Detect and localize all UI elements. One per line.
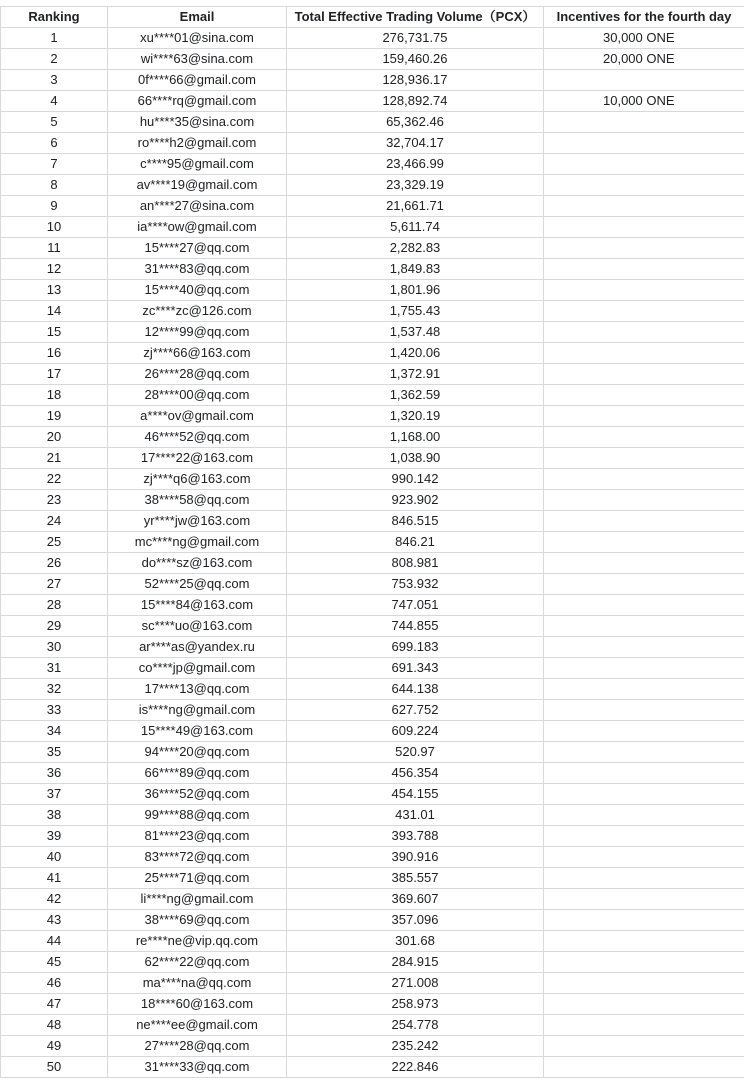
email-cell: 38****58@qq.com [108, 490, 287, 511]
rank-cell: 45 [1, 952, 108, 973]
email-cell: zc****zc@126.com [108, 301, 287, 322]
email-cell: 46****52@qq.com [108, 427, 287, 448]
email-cell: li****ng@gmail.com [108, 889, 287, 910]
incentive-cell [544, 427, 744, 448]
table-row [1, 469, 744, 490]
rank-cell: 22 [1, 469, 108, 490]
table-row [1, 847, 744, 868]
header-volume: Total Effective Trading Volume（PCX） [287, 7, 544, 28]
rank-cell: 34 [1, 721, 108, 742]
table-row [1, 217, 744, 238]
volume-cell: 627.752 [287, 700, 544, 721]
email-cell: 15****49@163.com [108, 721, 287, 742]
table-row [1, 595, 744, 616]
volume-cell: 846.515 [287, 511, 544, 532]
email-cell: ia****ow@gmail.com [108, 217, 287, 238]
table-row [1, 259, 744, 280]
volume-cell: 1,849.83 [287, 259, 544, 280]
rank-cell: 40 [1, 847, 108, 868]
table-row [1, 742, 744, 763]
volume-cell: 159,460.26 [287, 49, 544, 70]
email-cell: 18****60@163.com [108, 994, 287, 1015]
email-cell: mc****ng@gmail.com [108, 532, 287, 553]
volume-cell: 1,801.96 [287, 280, 544, 301]
email-cell: 17****22@163.com [108, 448, 287, 469]
rank-cell: 41 [1, 868, 108, 889]
volume-cell: 520.97 [287, 742, 544, 763]
rank-cell: 38 [1, 805, 108, 826]
table-row [1, 931, 744, 952]
rank-cell: 44 [1, 931, 108, 952]
table-row [1, 427, 744, 448]
table-row [1, 154, 744, 175]
rank-cell: 42 [1, 889, 108, 910]
rank-cell: 37 [1, 784, 108, 805]
email-cell: 17****13@qq.com [108, 679, 287, 700]
email-cell: zj****66@163.com [108, 343, 287, 364]
incentive-cell [544, 952, 744, 973]
volume-cell: 258.973 [287, 994, 544, 1015]
email-cell: 12****99@qq.com [108, 322, 287, 343]
volume-cell: 21,661.71 [287, 196, 544, 217]
incentive-cell [544, 364, 744, 385]
volume-cell: 357.096 [287, 910, 544, 931]
volume-cell: 1,168.00 [287, 427, 544, 448]
header-incentive: Incentives for the fourth day [544, 7, 744, 28]
incentive-cell [544, 1036, 744, 1057]
rank-cell: 19 [1, 406, 108, 427]
volume-cell: 990.142 [287, 469, 544, 490]
table-row [1, 1036, 744, 1057]
table-row [1, 343, 744, 364]
email-cell: c****95@gmail.com [108, 154, 287, 175]
table-row [1, 196, 744, 217]
rank-cell: 48 [1, 1015, 108, 1036]
incentive-cell [544, 973, 744, 994]
incentive-cell [544, 343, 744, 364]
table-row [1, 490, 744, 511]
volume-cell: 808.981 [287, 553, 544, 574]
table-row [1, 385, 744, 406]
rank-cell: 39 [1, 826, 108, 847]
volume-cell: 128,892.74 [287, 91, 544, 112]
rank-cell: 31 [1, 658, 108, 679]
rank-cell: 30 [1, 637, 108, 658]
email-cell: 28****00@qq.com [108, 385, 287, 406]
email-cell: 99****88@qq.com [108, 805, 287, 826]
incentive-cell [544, 616, 744, 637]
email-cell: co****jp@gmail.com [108, 658, 287, 679]
table-row [1, 133, 744, 154]
volume-cell: 923.902 [287, 490, 544, 511]
email-cell: ro****h2@gmail.com [108, 133, 287, 154]
table-row [1, 763, 744, 784]
rank-cell: 32 [1, 679, 108, 700]
incentive-cell: 10,000 ONE [544, 91, 744, 112]
rank-cell: 1 [1, 28, 108, 49]
incentive-cell [544, 532, 744, 553]
rank-cell: 26 [1, 553, 108, 574]
email-cell: sc****uo@163.com [108, 616, 287, 637]
incentive-cell [544, 784, 744, 805]
rank-cell: 9 [1, 196, 108, 217]
volume-cell: 128,936.17 [287, 70, 544, 91]
table-header [1, 7, 744, 28]
rank-cell: 15 [1, 322, 108, 343]
incentive-cell [544, 175, 744, 196]
incentive-cell [544, 112, 744, 133]
incentive-cell [544, 1015, 744, 1036]
rank-cell: 10 [1, 217, 108, 238]
incentive-cell [544, 70, 744, 91]
incentive-cell [544, 133, 744, 154]
email-cell: av****19@gmail.com [108, 175, 287, 196]
incentive-cell [544, 721, 744, 742]
rank-cell: 6 [1, 133, 108, 154]
rank-cell: 49 [1, 1036, 108, 1057]
rank-cell: 12 [1, 259, 108, 280]
rank-cell: 23 [1, 490, 108, 511]
table-row [1, 49, 744, 70]
rank-cell: 17 [1, 364, 108, 385]
incentive-cell [544, 595, 744, 616]
volume-cell: 1,537.48 [287, 322, 544, 343]
email-cell: 62****22@qq.com [108, 952, 287, 973]
rank-cell: 29 [1, 616, 108, 637]
rank-cell: 8 [1, 175, 108, 196]
table-row [1, 406, 744, 427]
rank-cell: 3 [1, 70, 108, 91]
incentive-cell [544, 868, 744, 889]
table-row [1, 868, 744, 889]
table-row [1, 532, 744, 553]
volume-cell: 5,611.74 [287, 217, 544, 238]
volume-cell: 235.242 [287, 1036, 544, 1057]
email-cell: ne****ee@gmail.com [108, 1015, 287, 1036]
incentive-cell [544, 1057, 744, 1078]
email-cell: yr****jw@163.com [108, 511, 287, 532]
table-row [1, 637, 744, 658]
rank-cell: 11 [1, 238, 108, 259]
volume-cell: 699.183 [287, 637, 544, 658]
table-row [1, 28, 744, 49]
incentive-cell [544, 826, 744, 847]
email-cell: is****ng@gmail.com [108, 700, 287, 721]
volume-cell: 301.68 [287, 931, 544, 952]
table-row [1, 364, 744, 385]
volume-cell: 23,329.19 [287, 175, 544, 196]
header-email: Email [108, 7, 287, 28]
table-row [1, 1057, 744, 1078]
volume-cell: 254.778 [287, 1015, 544, 1036]
incentive-cell [544, 448, 744, 469]
table-row [1, 238, 744, 259]
email-cell: hu****35@sina.com [108, 112, 287, 133]
incentive-cell [544, 574, 744, 595]
table-row [1, 700, 744, 721]
table-row [1, 70, 744, 91]
incentive-cell [544, 679, 744, 700]
volume-cell: 271.008 [287, 973, 544, 994]
incentive-cell [544, 637, 744, 658]
incentive-cell [544, 910, 744, 931]
email-cell: 15****40@qq.com [108, 280, 287, 301]
rank-cell: 33 [1, 700, 108, 721]
email-cell: 94****20@qq.com [108, 742, 287, 763]
volume-cell: 1,038.90 [287, 448, 544, 469]
volume-cell: 276,731.75 [287, 28, 544, 49]
rank-cell: 5 [1, 112, 108, 133]
incentive-cell [544, 217, 744, 238]
volume-cell: 284.915 [287, 952, 544, 973]
rank-cell: 20 [1, 427, 108, 448]
rank-cell: 16 [1, 343, 108, 364]
rank-cell: 36 [1, 763, 108, 784]
email-cell: 31****33@qq.com [108, 1057, 287, 1078]
rank-cell: 47 [1, 994, 108, 1015]
volume-cell: 1,320.19 [287, 406, 544, 427]
volume-cell: 222.846 [287, 1057, 544, 1078]
table-row [1, 553, 744, 574]
table-row [1, 280, 744, 301]
incentive-cell [544, 259, 744, 280]
rank-cell: 35 [1, 742, 108, 763]
table-row [1, 511, 744, 532]
volume-cell: 1,362.59 [287, 385, 544, 406]
rank-cell: 14 [1, 301, 108, 322]
email-cell: 66****89@qq.com [108, 763, 287, 784]
rank-cell: 7 [1, 154, 108, 175]
email-cell: 38****69@qq.com [108, 910, 287, 931]
incentive-cell [544, 511, 744, 532]
header-row [1, 7, 744, 28]
table-row [1, 448, 744, 469]
table-row [1, 574, 744, 595]
table-row [1, 175, 744, 196]
volume-cell: 431.01 [287, 805, 544, 826]
table-row [1, 910, 744, 931]
incentive-cell [544, 805, 744, 826]
email-cell: ar****as@yandex.ru [108, 637, 287, 658]
table-row [1, 91, 744, 112]
table-row [1, 784, 744, 805]
incentive-cell [544, 553, 744, 574]
incentive-cell [544, 658, 744, 679]
volume-cell: 2,282.83 [287, 238, 544, 259]
rank-cell: 24 [1, 511, 108, 532]
incentive-cell [544, 385, 744, 406]
email-cell: 66****rq@gmail.com [108, 91, 287, 112]
volume-cell: 644.138 [287, 679, 544, 700]
volume-cell: 393.788 [287, 826, 544, 847]
rank-cell: 21 [1, 448, 108, 469]
email-cell: xu****01@sina.com [108, 28, 287, 49]
rank-cell: 25 [1, 532, 108, 553]
table-row [1, 952, 744, 973]
volume-cell: 65,362.46 [287, 112, 544, 133]
table-row [1, 679, 744, 700]
incentive-cell [544, 238, 744, 259]
email-cell: an****27@sina.com [108, 196, 287, 217]
email-cell: zj****q6@163.com [108, 469, 287, 490]
volume-cell: 1,372.91 [287, 364, 544, 385]
email-cell: a****ov@gmail.com [108, 406, 287, 427]
incentive-cell [544, 322, 744, 343]
volume-cell: 1,755.43 [287, 301, 544, 322]
email-cell: 25****71@qq.com [108, 868, 287, 889]
volume-cell: 454.155 [287, 784, 544, 805]
volume-cell: 744.855 [287, 616, 544, 637]
email-cell: 15****27@qq.com [108, 238, 287, 259]
table-row [1, 112, 744, 133]
email-cell: 0f****66@gmail.com [108, 70, 287, 91]
rank-cell: 4 [1, 91, 108, 112]
incentive-cell [544, 469, 744, 490]
email-cell: 26****28@qq.com [108, 364, 287, 385]
volume-cell: 747.051 [287, 595, 544, 616]
table-row [1, 994, 744, 1015]
incentive-cell [544, 154, 744, 175]
rank-cell: 13 [1, 280, 108, 301]
email-cell: do****sz@163.com [108, 553, 287, 574]
table-row [1, 889, 744, 910]
rank-cell: 18 [1, 385, 108, 406]
email-cell: 15****84@163.com [108, 595, 287, 616]
email-cell: 31****83@qq.com [108, 259, 287, 280]
incentive-cell [544, 301, 744, 322]
email-cell: 83****72@qq.com [108, 847, 287, 868]
rank-cell: 28 [1, 595, 108, 616]
incentive-cell [544, 196, 744, 217]
ranking-table [0, 6, 744, 1078]
incentive-cell [544, 763, 744, 784]
table-row [1, 322, 744, 343]
incentive-cell [544, 490, 744, 511]
incentive-cell [544, 742, 744, 763]
table-row [1, 721, 744, 742]
email-cell: 81****23@qq.com [108, 826, 287, 847]
table-row [1, 973, 744, 994]
volume-cell: 846.21 [287, 532, 544, 553]
volume-cell: 609.224 [287, 721, 544, 742]
table-row [1, 1015, 744, 1036]
email-cell: re****ne@vip.qq.com [108, 931, 287, 952]
email-cell: 52****25@qq.com [108, 574, 287, 595]
volume-cell: 23,466.99 [287, 154, 544, 175]
email-cell: 36****52@qq.com [108, 784, 287, 805]
table-row [1, 301, 744, 322]
incentive-cell [544, 931, 744, 952]
incentive-cell [544, 406, 744, 427]
table-body [1, 28, 744, 1078]
volume-cell: 456.354 [287, 763, 544, 784]
email-cell: 27****28@qq.com [108, 1036, 287, 1057]
email-cell: ma****na@qq.com [108, 973, 287, 994]
rank-cell: 43 [1, 910, 108, 931]
volume-cell: 369.607 [287, 889, 544, 910]
rank-cell: 46 [1, 973, 108, 994]
incentive-cell [544, 280, 744, 301]
rank-cell: 50 [1, 1057, 108, 1078]
incentive-cell: 30,000 ONE [544, 28, 744, 49]
header-ranking: Ranking [1, 7, 108, 28]
volume-cell: 1,420.06 [287, 343, 544, 364]
table-row [1, 658, 744, 679]
incentive-cell [544, 994, 744, 1015]
incentive-cell: 20,000 ONE [544, 49, 744, 70]
volume-cell: 32,704.17 [287, 133, 544, 154]
incentive-cell [544, 700, 744, 721]
volume-cell: 390.916 [287, 847, 544, 868]
rank-cell: 27 [1, 574, 108, 595]
volume-cell: 385.557 [287, 868, 544, 889]
rank-cell: 2 [1, 49, 108, 70]
table-row [1, 826, 744, 847]
incentive-cell [544, 847, 744, 868]
table-row [1, 805, 744, 826]
table-row [1, 616, 744, 637]
email-cell: wi****63@sina.com [108, 49, 287, 70]
volume-cell: 691.343 [287, 658, 544, 679]
volume-cell: 753.932 [287, 574, 544, 595]
incentive-cell [544, 889, 744, 910]
